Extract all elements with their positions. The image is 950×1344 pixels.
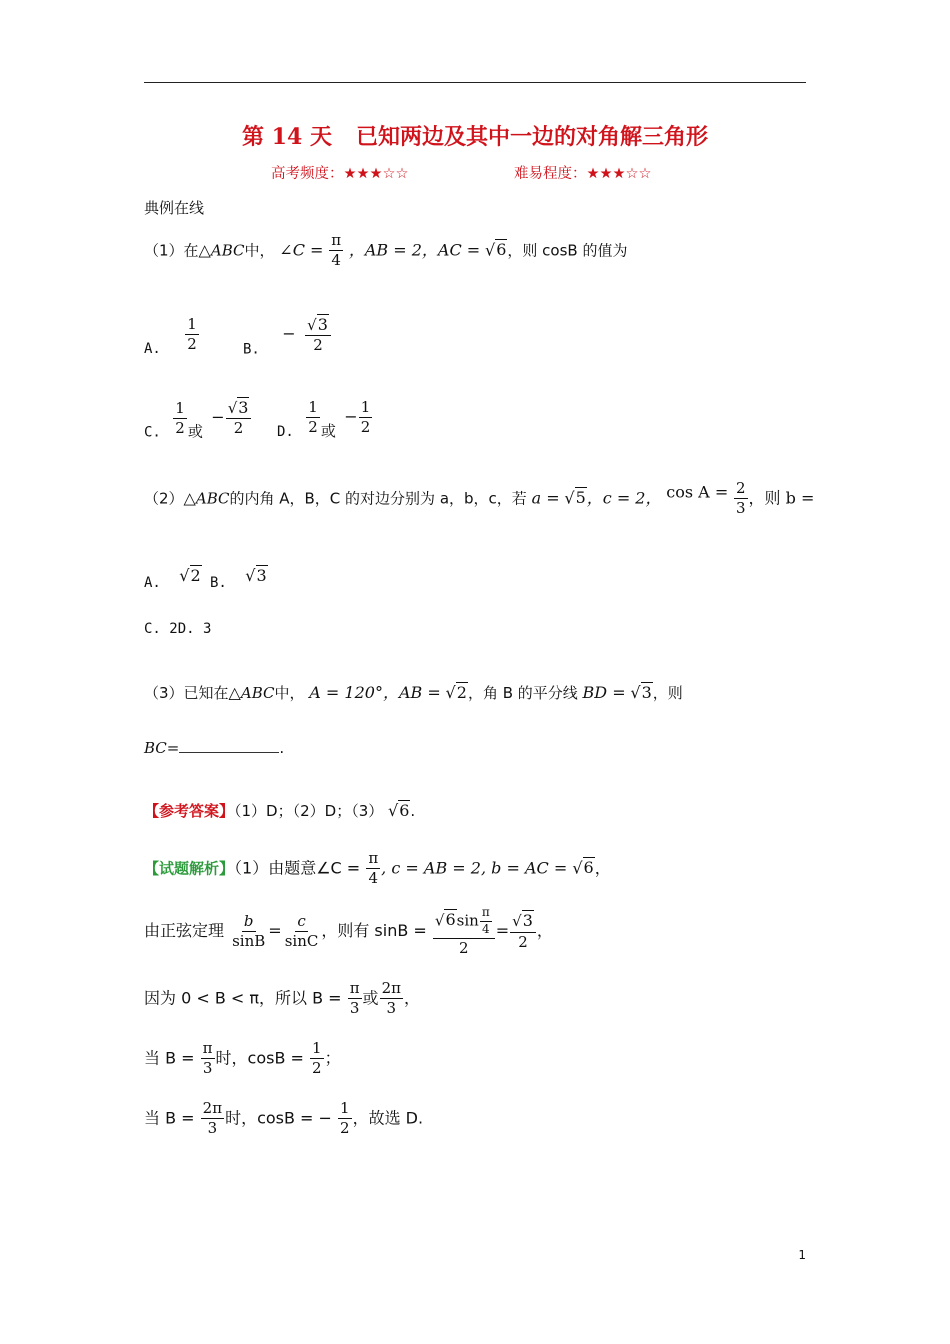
q1-option-d: D. $\frac{1}{2}$ 或 − $\frac{1}{2}$ (277, 398, 371, 440)
solution-line-2: 由正弦定理 $\frac{b}{\sin B}$ = $\frac{c}{\sin C}$ ，则有 sinB = √6sin $\frac{\pi}{4}$ 2 = $\frac{√3}{2}$ ， (144, 905, 553, 957)
page-title (0, 120, 950, 151)
fraction-pi-over-4: $\frac{\pi}{4}$ (331, 231, 342, 270)
q1-option-b: B. − $\frac{√3}{2}$ (243, 316, 332, 357)
header-rule (144, 82, 806, 83)
reference-answer: 【参考答案】（1）D；（2）D；（3） √6. (144, 801, 416, 820)
title-day: 第 14 天 (242, 124, 332, 150)
sqrt-6: √6 (485, 240, 507, 260)
solution-line-5: 当 B = $\frac{2\pi}{3}$ 时，cosB = − $\frac{1}{2}$ ，故选 D. (144, 1099, 424, 1138)
q1-option-a: A. $\frac{1}{2}$ (144, 315, 197, 357)
frequency-label: 高考频度：★★★☆☆ (271, 166, 409, 182)
page-number: 1 (798, 1248, 806, 1262)
title-topic: 已知两边及其中一边的对角解三角形 (355, 124, 708, 150)
q2-option-b: B. √3 (210, 566, 267, 591)
q2-option-cd: C. 2D. 3 (144, 621, 212, 637)
question-1: （1）在△ABC中， ∠C = $\frac{\pi}{4}$ ，AB = 2，AC = √6，则 cosB 的值为 (144, 231, 628, 270)
question-3: （3）已知在△ABC中， A = 120°，AB = √2，角 B 的平分线 BD = √3，则 (144, 683, 683, 702)
section-label: 典例在线 (144, 199, 205, 217)
solution-line-4: 当 B = $\frac{\pi}{3}$ 时，cosB = $\frac{1}{2}$ ； (144, 1039, 341, 1078)
answer-blank (179, 740, 279, 753)
q3-blank-line: BC= . (144, 739, 285, 757)
solution-line-1: 【试题解析】（1）由题意∠C = $\frac{\pi}{4}$ , c = AB = 2, b = AC = √6， (144, 849, 611, 888)
q2-option-a: A. √2 (144, 566, 201, 591)
difficulty-label: 难易程度：★★★☆☆ (514, 166, 652, 182)
q1-option-c: C. $\frac{1}{2}$ 或 − $\frac{√3}{2}$ (144, 399, 252, 441)
solution-line-3: 因为 0 < B < π，所以 B = $\frac{\pi}{3}$ 或 $\frac{2\pi}{3}$ ， (144, 979, 420, 1018)
question-2: （2）△ABC的内角 A，B，C 的对边分别为 a，b，c，若 a = √5，c = 2， cos A = $\frac{2}{3}$ ，则 b = (144, 479, 815, 518)
